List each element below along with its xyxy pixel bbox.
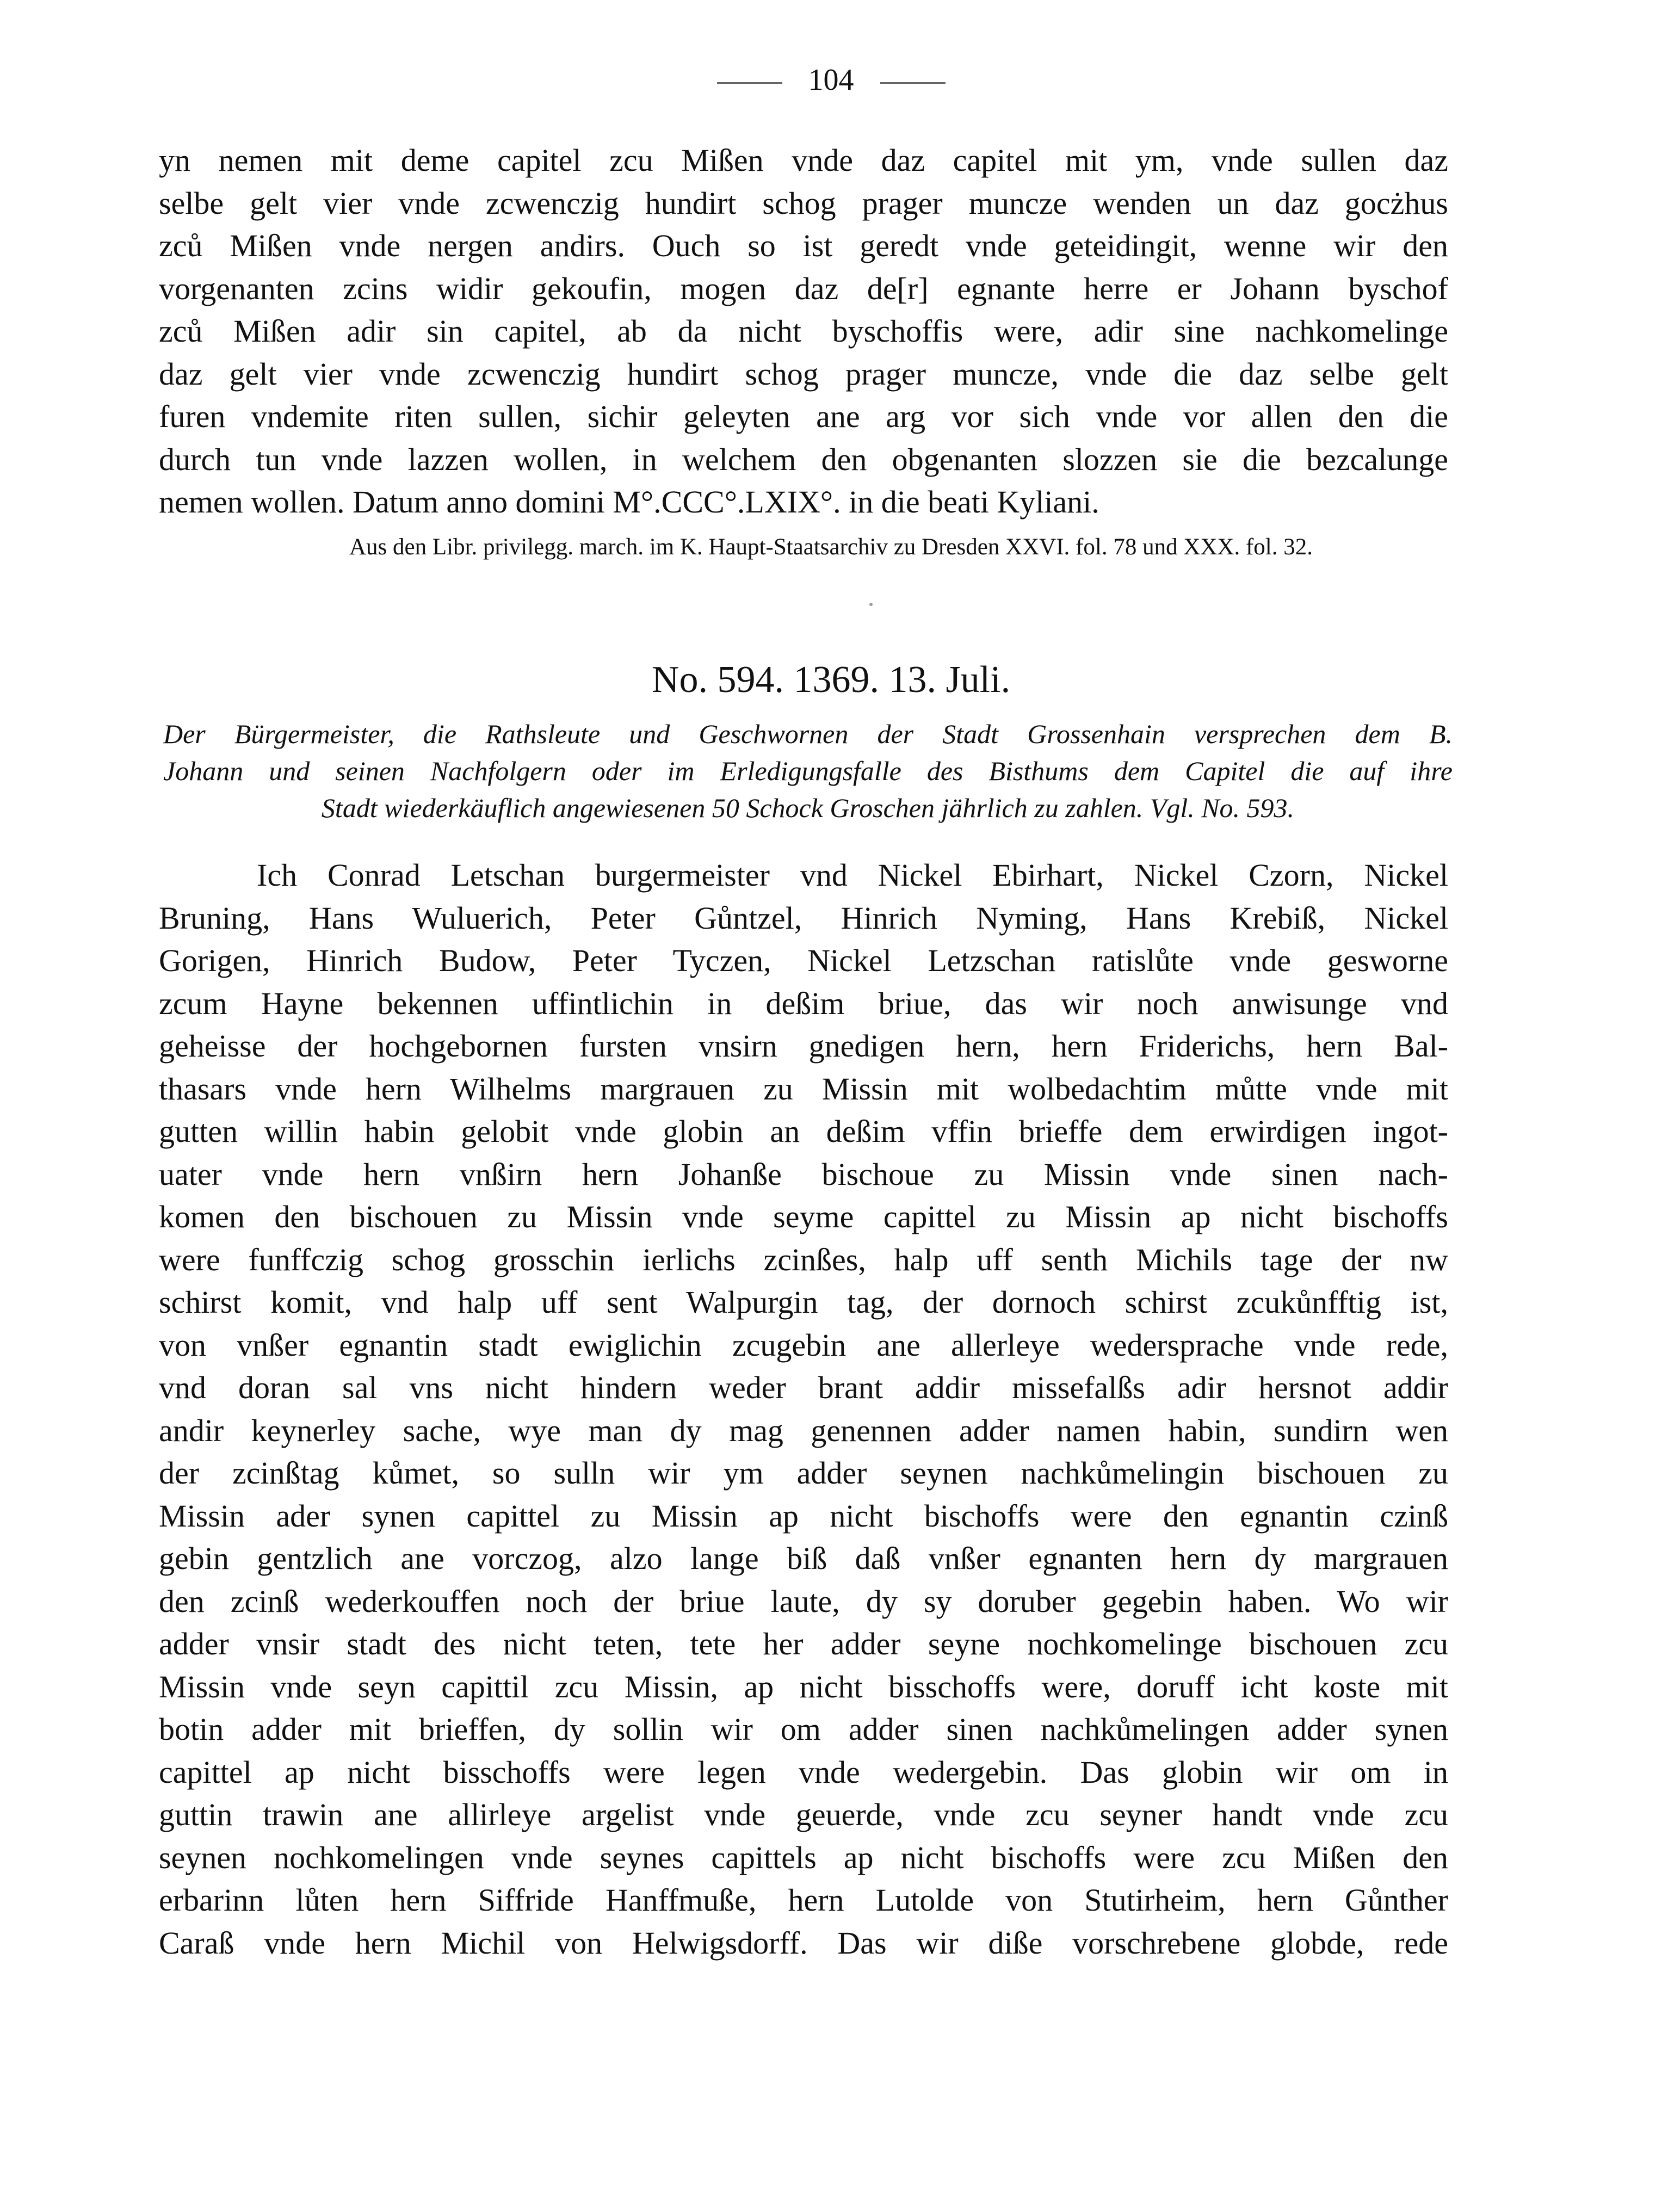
body-line: Missin ader synen capittel zu Missin ap nicht bischoffs were den egnantin czinß xyxy=(159,1498,1448,1534)
continuation-text xyxy=(159,139,1448,524)
body-line: were funffczig schog grosschin ierlichs zcinßes, halp uff senth Michils tage der nw xyxy=(159,1241,1448,1277)
regest-summary xyxy=(163,715,1453,826)
body-line: uater vnde hern vnßirn hern Johanße bischoue zu Missin vnde sinen nach- xyxy=(159,1156,1448,1192)
body-line: Missin vnde seyn capittil zcu Missin, ap nicht bisschoffs were, doruff icht koste mit xyxy=(159,1669,1448,1704)
body-line: von vnßer egnantin stadt ewiglichin zcugebin ane allerleye wedersprache vnde rede, xyxy=(159,1327,1448,1363)
header-rule-left xyxy=(717,82,782,84)
page-header xyxy=(0,61,1662,99)
text-line: durch tun vnde lazzen wollen, in welchem den obgenanten slozzen sie die bezcalunge xyxy=(159,441,1448,477)
body-line: zcum Hayne bekennen uffintlichin in deßim briue, das wir noch anwisunge vnd xyxy=(159,985,1448,1021)
body-line: gutten willin habin gelobit vnde globin an deßim vffin brieffe dem erwirdigen ingot- xyxy=(159,1114,1448,1149)
source-note: Aus den Libr. privilegg. march. im K. Haupt-Staatsarchiv zu Dresden XXVI. fol. 78 und XXX. fol. 32. xyxy=(349,534,1313,560)
regest-line: Stadt wiederkäuflich angewiesenen 50 Schock Groschen jährlich zu zahlen. Vgl. No. 593. xyxy=(321,793,1295,823)
body-line: adder vnsir stadt des nicht teten, tete her adder seyne nochkomelinge bischouen zcu xyxy=(159,1626,1448,1661)
regest-line: Der Bürgermeister, die Rathsleute und Geschwornen der Stadt Grossenhain versprechen dem B. xyxy=(163,719,1453,749)
document-title: No. 594. 1369. 13. Juli. xyxy=(651,659,1011,701)
body-line: der zcinßtag kůmet, so sulln wir ym adder seynen nachkůmelingin bischouen zu xyxy=(159,1455,1448,1491)
body-line: seynen nochkomelingen vnde seynes capittels ap nicht bischoffs were zcu Mißen den xyxy=(159,1839,1448,1875)
text-line: nemen wollen. Datum anno domini M°.CCC°.LXIX°. in die beati Kyliani. xyxy=(159,484,1099,520)
header-rule-right xyxy=(880,82,946,84)
body-line: thasars vnde hern Wilhelms margrauen zu Missin mit wolbedachtim můtte vnde mit xyxy=(159,1071,1448,1107)
text-line: yn nemen mit deme capitel zcu Mißen vnde daz capitel mit ym, vnde sullen daz xyxy=(159,143,1448,178)
page-number: 104 xyxy=(808,63,854,97)
text-line: furen vndemite riten sullen, sichir geleyten ane arg vor sich vnde vor allen den die xyxy=(159,399,1448,434)
text-line: zců Mißen vnde nergen andirs. Ouch so ist geredt vnde geteidingit, wenne wir den xyxy=(159,228,1448,263)
body-line: Gorigen, Hinrich Budow, Peter Tyczen, Nickel Letzschan ratislůte vnde gesworne xyxy=(159,943,1448,978)
body-line: guttin trawin ane allirleye argelist vnde geuerde, vnde zcu seyner handt vnde zcu xyxy=(159,1797,1448,1832)
text-line: daz gelt vier vnde zcwenczig hundirt schog prager muncze, vnde die daz selbe gelt xyxy=(159,356,1448,392)
text-line: vorgenanten zcins widir gekoufin, mogen daz de[r] egnante herre er Johann byschof xyxy=(159,270,1448,306)
document-body xyxy=(159,854,1448,1964)
body-line: Ich Conrad Letschan burgermeister vnd Nickel Ebirhart, Nickel Czorn, Nickel xyxy=(257,857,1448,893)
body-line: Bruning, Hans Wuluerich, Peter Gůntzel, Hinrich Nyming, Hans Krebiß, Nickel xyxy=(159,900,1448,936)
decorative-dot xyxy=(869,603,873,606)
body-line: den zcinß wederkouffen noch der briue laute, dy sy doruber gegebin haben. Wo wir xyxy=(159,1583,1448,1619)
text-line: zců Mißen adir sin capitel, ab da nicht byschoffis were, adir sine nachkomelinge xyxy=(159,313,1448,349)
body-line: vnd doran sal vns nicht hindern weder brant addir missefalßs adir hersnot addir xyxy=(159,1370,1448,1405)
body-line: erbarinn lůten hern Siffride Hanffmuße, hern Lutolde von Stutirheim, hern Gůnther xyxy=(159,1882,1448,1918)
body-line: andir keynerley sache, wye man dy mag genennen adder namen habin, sundirn wen xyxy=(159,1412,1448,1448)
text-line: selbe gelt vier vnde zcwenczig hundirt schog prager muncze wenden un daz gocżhus xyxy=(159,185,1448,221)
body-line: komen den bischouen zu Missin vnde seyme capittel zu Missin ap nicht bischoffs xyxy=(159,1199,1448,1234)
body-line: Caraß vnde hern Michil von Helwigsdorff. Das wir diße vorschrebene globde, rede xyxy=(159,1925,1448,1961)
regest-line: Johann und seinen Nachfolgern oder im Erledigungsfalle des Bisthums dem Capitel die auf ihre xyxy=(163,756,1453,786)
body-line: gebin gentzlich ane vorczog, alzo lange biß daß vnßer egnanten hern dy margrauen xyxy=(159,1541,1448,1576)
body-line: geheisse der hochgebornen fursten vnsirn gnedigen hern, hern Friderichs, hern Bal- xyxy=(159,1028,1448,1064)
body-line: capittel ap nicht bisschoffs were legen vnde wedergebin. Das globin wir om in xyxy=(159,1754,1448,1790)
body-line: schirst komit, vnd halp uff sent Walpurgin tag, der dornoch schirst zcukůnfftig ist, xyxy=(159,1284,1448,1320)
body-line: botin adder mit brieffen, dy sollin wir om adder sinen nachkůmelingen adder synen xyxy=(159,1711,1448,1747)
